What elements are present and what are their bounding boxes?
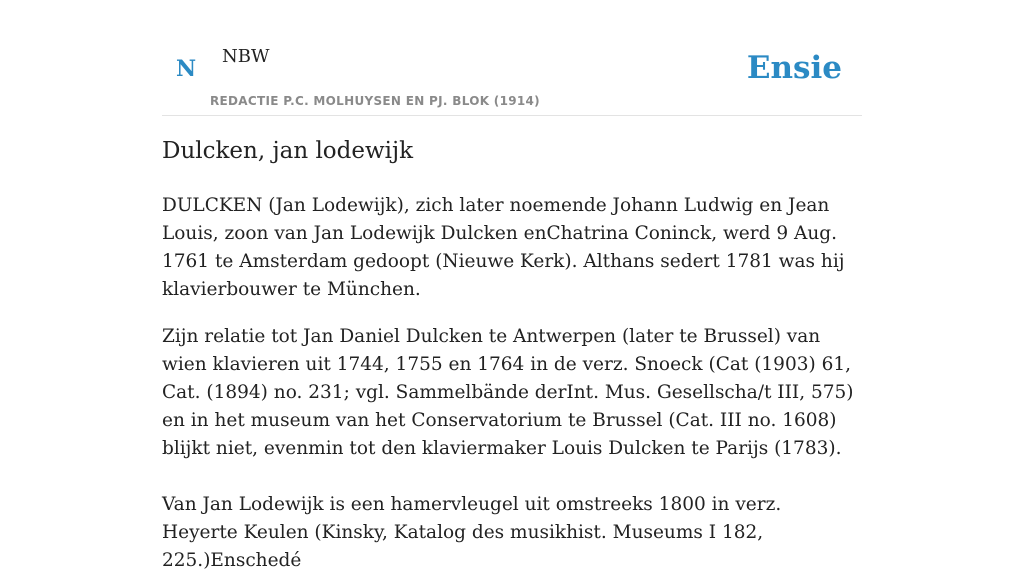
page-title: Dulcken, jan lodewijk <box>162 138 414 164</box>
article-paragraph: Zijn relatie tot Jan Daniel Dulcken te Antwerpen (later te Brussel) van wien klavieren uit 1744, 1755 en 1764 in de verz. Snoeck (Cat (1903) 61, Cat. (1894) no. 231; vgl. Sammelbände derInt. Mus. Gesellscha/t III, 575) en in het museum van het Conservatorium te Brussel (Cat. III no. 1608) blijkt niet, evenmin tot den klaviermaker Louis Dulcken te Parijs (1783). <box>162 326 854 459</box>
article-paragraph: Van Jan Lodewijk is een hamervleugel uit omstreeks 1800 in verz. Heyerte Keulen (Kinsky, Katalog des musikhist. Museums I 182, 225.)Enschedé <box>162 494 782 571</box>
header <box>162 0 862 116</box>
article-body <box>162 192 862 575</box>
source-logo[interactable]: N <box>176 56 197 82</box>
article-paragraph: DULCKEN (Jan Lodewijk), zich later noemende Johann Ludwig en Jean Louis, zoon van Jan Lodewijk Dulcken enChatrina Coninck, werd 9 Aug. 1761 te Amsterdam gedoopt (Nieuwe Kerk). Althans sedert 1781 was hij klavierbouwer te München. <box>162 195 845 300</box>
source-subtitle: REDACTIE P.C. MOLHUYSEN EN PJ. BLOK (1914) <box>210 94 540 108</box>
source-name[interactable]: NBW <box>222 46 270 67</box>
brand-logo-link[interactable]: Ensie <box>746 50 842 86</box>
